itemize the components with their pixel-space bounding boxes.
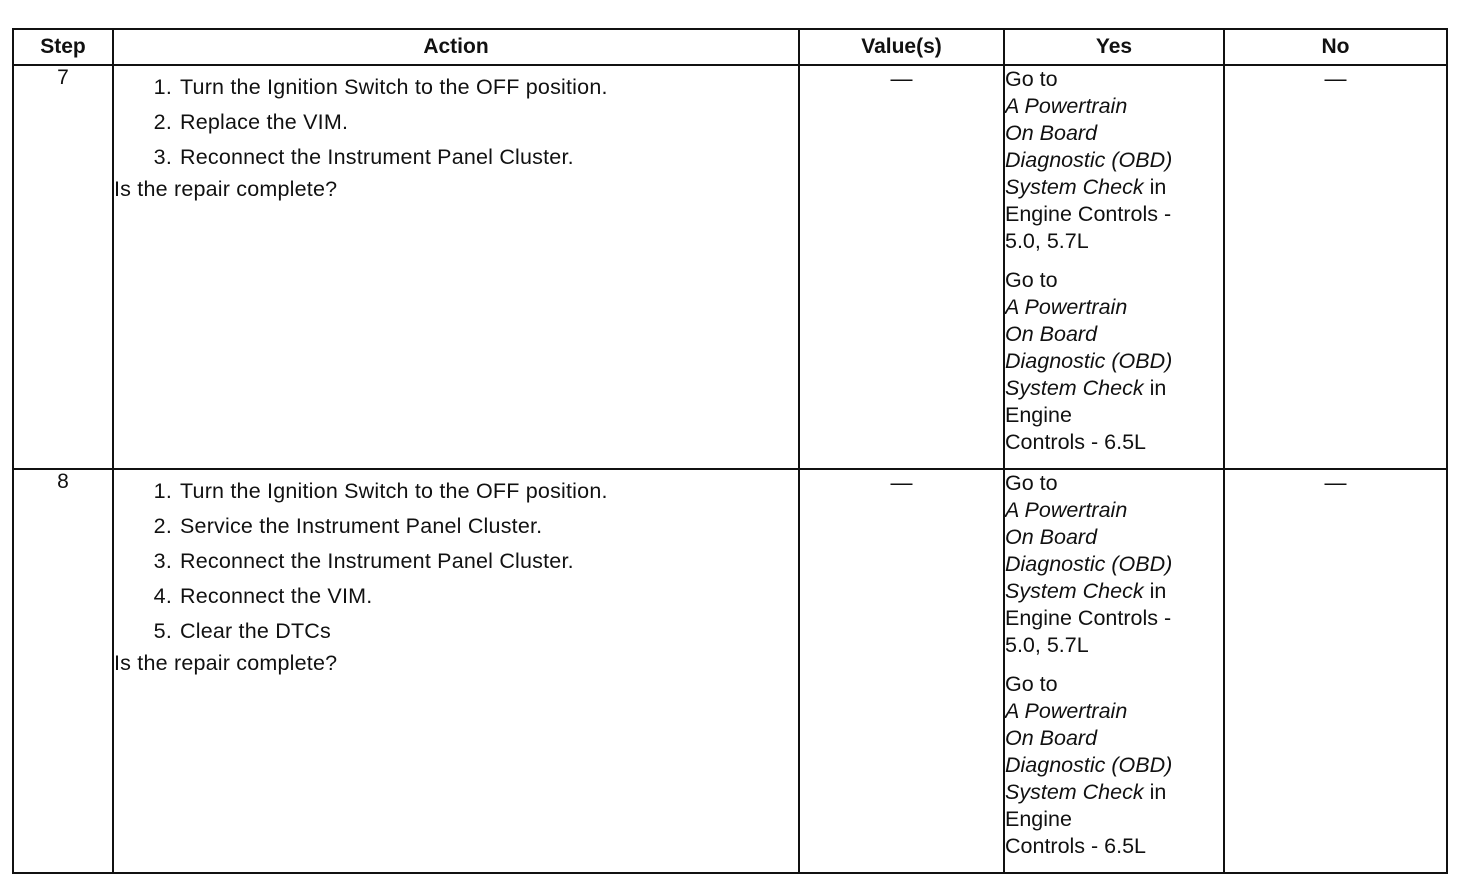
reference-tail: Controls - 6.5L [1005, 430, 1147, 454]
table-row [13, 469, 1447, 873]
action-cell [113, 65, 799, 469]
reference-tail: Engine Controls - [1005, 606, 1172, 630]
action-text: Turn the Ignition Switch to the OFF position. [180, 479, 608, 503]
yes-cell [1004, 469, 1224, 873]
header-values: Value(s) [799, 29, 1004, 65]
action-text: Reconnect the VIM. [180, 584, 373, 608]
reference-tail: Engine [1005, 403, 1072, 427]
yes-cell [1004, 65, 1224, 469]
action-text: Service the Instrument Panel Cluster. [180, 514, 543, 538]
link-line[interactable]: Diagnostic (OBD) [1005, 148, 1173, 172]
link-line[interactable]: System Check in [1005, 780, 1167, 804]
diagnostic-table [12, 28, 1448, 874]
list-item: 4. Reconnect the VIM. [114, 579, 798, 614]
link-line[interactable]: On Board [1005, 525, 1098, 549]
table-row [13, 65, 1447, 469]
link-line[interactable]: On Board [1005, 726, 1098, 750]
list-item: 2. Service the Instrument Panel Cluster. [114, 509, 798, 544]
value-cell: — [799, 65, 1004, 469]
step-number: 8 [13, 469, 113, 873]
go-to-label: Go to [1005, 672, 1058, 696]
no-cell: — [1224, 65, 1447, 469]
list-item: 5. Clear the DTCs [114, 614, 798, 649]
yes-reference [1005, 671, 1223, 860]
action-list [114, 70, 798, 175]
reference-tail: Engine [1005, 807, 1072, 831]
yes-reference [1005, 267, 1223, 456]
yes-reference [1005, 470, 1223, 659]
value-cell: — [799, 469, 1004, 873]
header-row [13, 29, 1447, 65]
action-question: Is the repair complete? [114, 651, 338, 675]
link-line[interactable]: Diagnostic (OBD) [1005, 552, 1173, 576]
link-line[interactable]: A Powertrain [1005, 699, 1128, 723]
go-to-label: Go to [1005, 67, 1058, 91]
action-text: Replace the VIM. [180, 110, 349, 134]
go-to-label: Go to [1005, 471, 1058, 495]
link-line[interactable]: On Board [1005, 322, 1098, 346]
link-line[interactable]: A Powertrain [1005, 94, 1128, 118]
reference-tail: 5.0, 5.7L [1005, 229, 1089, 253]
header-no: No [1224, 29, 1447, 65]
yes-reference [1005, 66, 1223, 255]
step-number: 7 [13, 65, 113, 469]
action-text: Turn the Ignition Switch to the OFF position. [180, 75, 608, 99]
header-step: Step [13, 29, 113, 65]
reference-tail: Engine Controls - [1005, 202, 1172, 226]
action-list [114, 474, 798, 649]
action-question: Is the repair complete? [114, 177, 338, 201]
link-line[interactable]: Diagnostic (OBD) [1005, 753, 1173, 777]
action-cell [113, 469, 799, 873]
header-action: Action [113, 29, 799, 65]
reference-tail: Controls - 6.5L [1005, 834, 1147, 858]
link-line[interactable]: A Powertrain [1005, 295, 1128, 319]
link-line[interactable]: Diagnostic (OBD) [1005, 349, 1173, 373]
list-item: 2. Replace the VIM. [114, 105, 798, 140]
action-text: Clear the DTCs [180, 619, 331, 643]
link-line[interactable]: On Board [1005, 121, 1098, 145]
list-item: 1. Turn the Ignition Switch to the OFF position. [114, 474, 798, 509]
action-text: Reconnect the Instrument Panel Cluster. [180, 549, 574, 573]
list-item: 3. Reconnect the Instrument Panel Cluster. [114, 544, 798, 579]
link-line[interactable]: System Check in [1005, 579, 1167, 603]
go-to-label: Go to [1005, 268, 1058, 292]
link-line[interactable]: A Powertrain [1005, 498, 1128, 522]
link-line[interactable]: System Check in [1005, 175, 1167, 199]
reference-tail: 5.0, 5.7L [1005, 633, 1089, 657]
list-item: 3. Reconnect the Instrument Panel Cluster. [114, 140, 798, 175]
link-line[interactable]: System Check in [1005, 376, 1167, 400]
no-cell: — [1224, 469, 1447, 873]
header-yes: Yes [1004, 29, 1224, 65]
action-text: Reconnect the Instrument Panel Cluster. [180, 145, 574, 169]
list-item: 1. Turn the Ignition Switch to the OFF position. [114, 70, 798, 105]
